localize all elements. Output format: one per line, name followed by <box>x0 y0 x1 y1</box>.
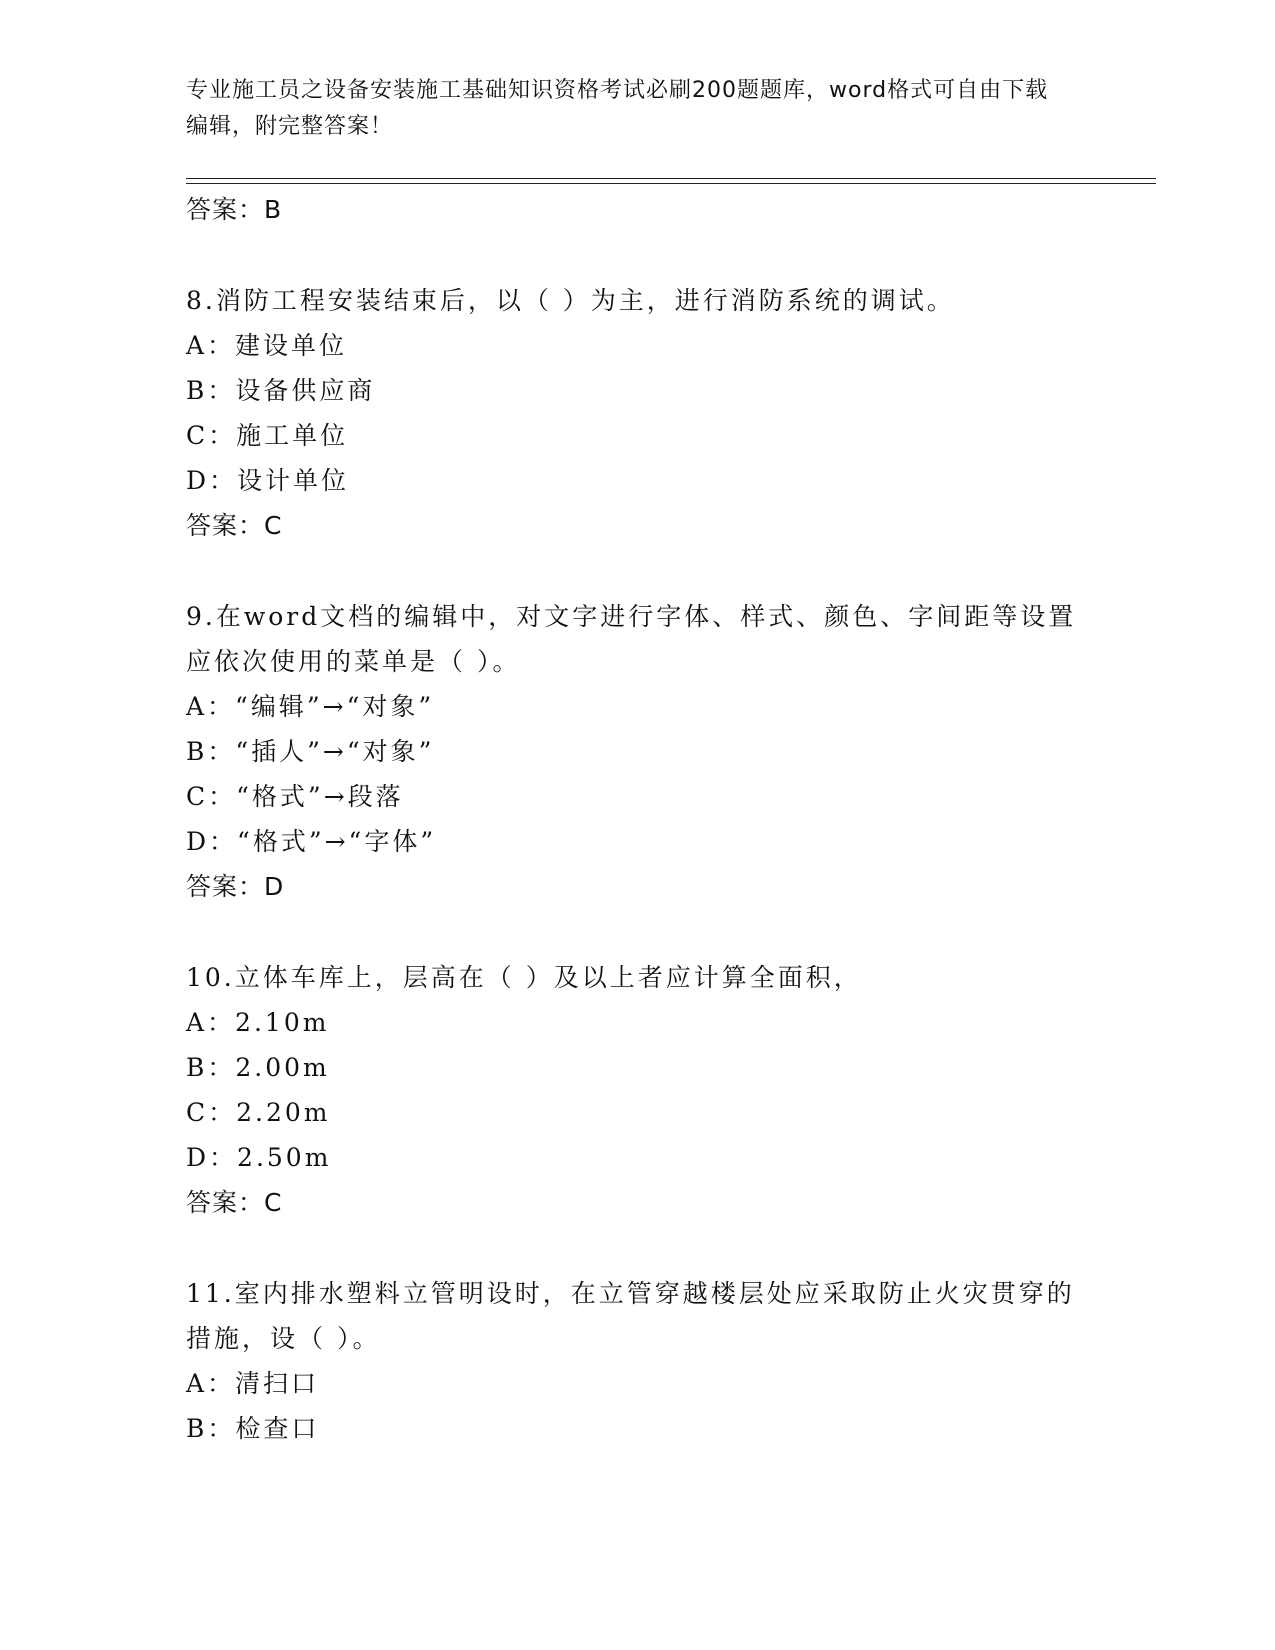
option-a: A：清扫口 <box>186 1369 320 1398</box>
option-a: A：建设单位 <box>186 331 348 360</box>
option-b: B：2.00m <box>186 1053 330 1082</box>
option-c: C：“格式”→段落 <box>186 782 404 811</box>
answer-line: 答案：D <box>186 872 285 901</box>
header-rule-bottom <box>186 183 1156 184</box>
question-9 <box>186 594 1086 909</box>
option-d: D：“格式”→“字体” <box>186 827 437 856</box>
question-text: 10.立体车库上，层高在（ ）及以上者应计算全面积， <box>186 963 862 992</box>
header-rule-top <box>186 178 1156 179</box>
option-a: A：2.10m <box>186 1008 330 1037</box>
question-text: 9.在word文档的编辑中，对文字进行字体、样式、颜色、字间距等设置应依次使用的菜单是（ ）。 <box>186 602 1077 676</box>
question-10 <box>186 955 1086 1225</box>
answer-line: 答案：C <box>186 511 283 540</box>
option-b: B：设备供应商 <box>186 376 376 405</box>
option-d: D：设计单位 <box>186 466 350 495</box>
question-8 <box>186 278 1086 548</box>
option-d: D：2.50m <box>186 1143 332 1172</box>
option-b: B：检查口 <box>186 1414 320 1443</box>
document-body <box>186 187 1086 1451</box>
option-c: C：2.20m <box>186 1098 331 1127</box>
question-11 <box>186 1271 1086 1451</box>
option-a: A：“编辑”→“对象” <box>186 692 435 721</box>
question-text: 11.室内排水塑料立管明设时，在立管穿越楼层处应采取防止火灾贯穿的措施，设（ ）。 <box>186 1279 1075 1353</box>
option-b: B：“插人”→“对象” <box>186 737 435 766</box>
answer-line: 答案：B <box>186 195 283 224</box>
answer-line: 答案：C <box>186 1188 283 1217</box>
document-header: 专业施工员之设备安装施工基础知识资格考试必刷200题题库，word格式可自由下载编辑，附完整答案！ <box>186 78 1049 139</box>
question-text: 8.消防工程安装结束后，以（ ）为主，进行消防系统的调试。 <box>186 286 955 315</box>
option-c: C：施工单位 <box>186 421 349 450</box>
